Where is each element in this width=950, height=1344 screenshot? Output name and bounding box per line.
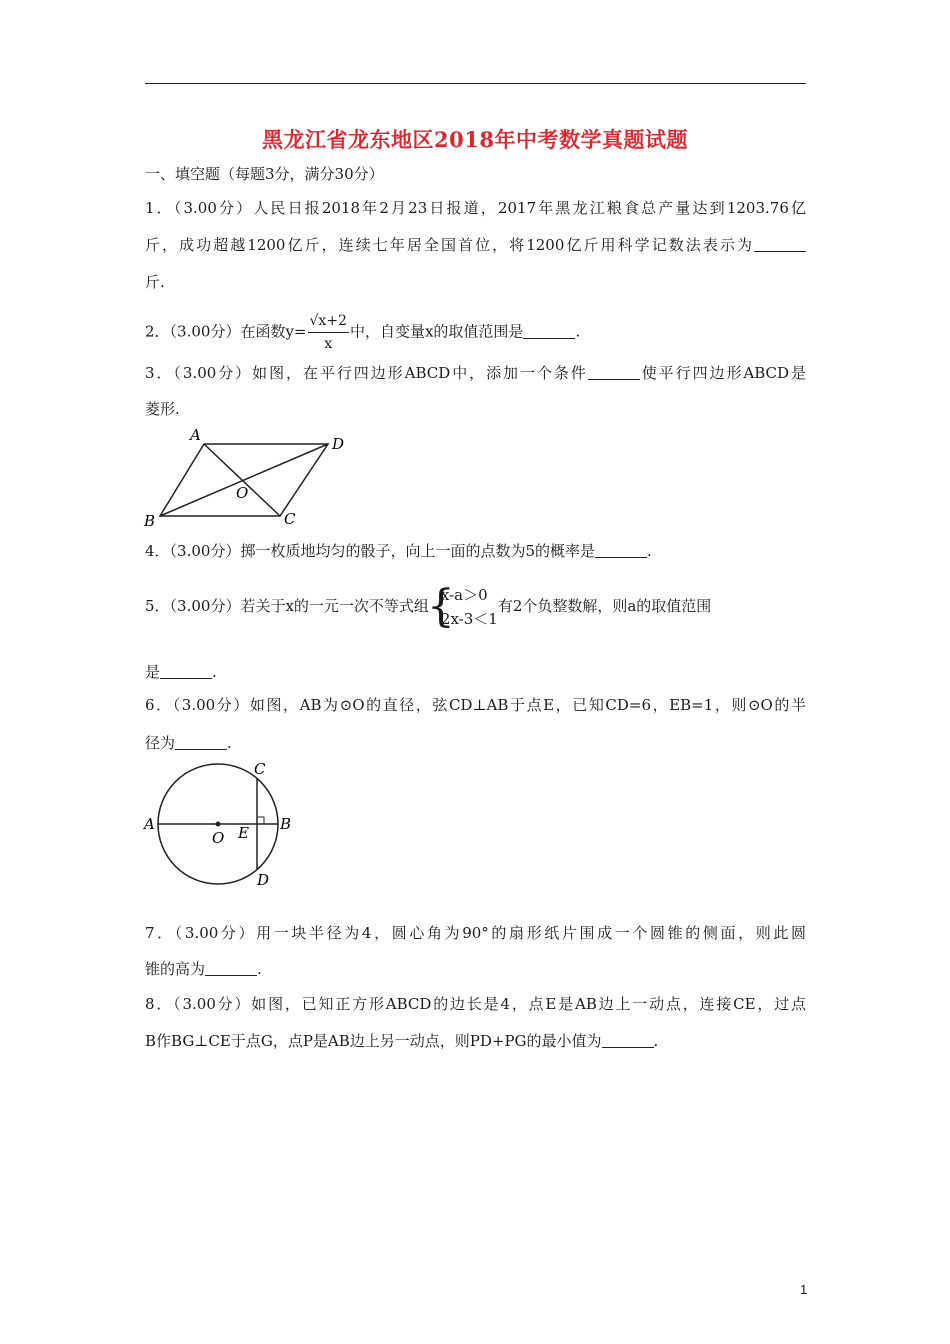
inequality-system: { x-a＞0 2x-3＜1 (426, 581, 498, 632)
label-a: A (190, 426, 201, 444)
section-heading: 一、填空题（每题3分，满分30分） (145, 165, 384, 183)
answer-blank[interactable] (595, 543, 647, 558)
q8-line2: B作BG⊥CE于点G，点P是AB边上另一动点，则PD+PG的最小值为 . (145, 1032, 659, 1050)
q5-line2: 是 . (145, 663, 217, 681)
q3-line1: 3．（3.00分）如图，在平行四边形ABCD中，添加一个条件 使平行四边形ABCD是 (145, 364, 806, 382)
q7-line1: 7．（3.00分）用一块半径为4，圆心角为90°的扇形纸片围成一个圆锥的侧面，则此圆 (145, 924, 806, 942)
label-o: O (212, 829, 225, 847)
q2-line: 2．（3.00分）在函数y= $\frac{√x+2}{x}$ 中，自变量x的取值范围是 . (145, 310, 580, 355)
answer-blank[interactable] (205, 961, 257, 976)
q5-line1: 5．（3.00分）若关于x的一元一次不等式组 { x-a＞0 2x-3＜1 有2个负整数解，则a的取值范围 (145, 581, 712, 632)
q6-line2: 径为 . (145, 734, 232, 752)
answer-blank[interactable] (602, 1033, 654, 1048)
label-o: O (236, 484, 249, 502)
q6-line1: 6．（3.00分）如图，AB为⊙O的直径，弦CD⊥AB于点E，已知CD=6，EB=1，则⊙O的半 (145, 696, 806, 714)
circle-figure (140, 757, 300, 889)
answer-blank[interactable] (754, 237, 806, 252)
answer-blank[interactable] (160, 664, 212, 679)
header-rule (145, 83, 806, 84)
label-b: B (144, 512, 156, 530)
q8-line1: 8．（3.00分）如图，已知正方形ABCD的边长是4，点E是AB边上一动点，连接CE，过点 (145, 995, 806, 1013)
label-b: B (280, 815, 292, 833)
answer-blank[interactable] (523, 324, 575, 339)
label-c: C (254, 760, 266, 778)
q1-line1: 1．（3.00分）人民日报2018年2月23日报道，2017年黑龙江粮食总产量达到1203.76亿 (145, 199, 806, 217)
page-number: 1 (800, 1282, 808, 1297)
q1-line2: 斤，成功超越1200亿斤，连续七年居全国首位，将1200亿斤用科学记数法表示为 (145, 234, 806, 256)
diagonal-ac (204, 444, 280, 516)
fraction: $\frac{√x+2}{x}$ (308, 310, 349, 355)
q7-line2: 锥的高为 . (145, 960, 262, 978)
answer-blank[interactable] (588, 365, 640, 380)
center-dot (216, 822, 221, 827)
parallelogram-figure (140, 424, 355, 532)
q3-line2: 菱形. (145, 400, 180, 418)
diagonal-bd (160, 444, 328, 516)
q1-line3: 斤. (145, 273, 165, 291)
label-e: E (238, 824, 249, 842)
page-title: 黑龙江省龙东地区2018年中考数学真题试题 (262, 127, 688, 152)
label-a: A (144, 815, 155, 833)
q4-line: 4．（3.00分）掷一枚质地均匀的骰子，向上一面的点数为5的概率是 . (145, 542, 652, 560)
label-d: D (257, 871, 270, 889)
right-angle-marker (257, 817, 264, 824)
label-d: D (332, 435, 345, 453)
answer-blank[interactable] (175, 735, 227, 750)
label-c: C (284, 510, 296, 528)
